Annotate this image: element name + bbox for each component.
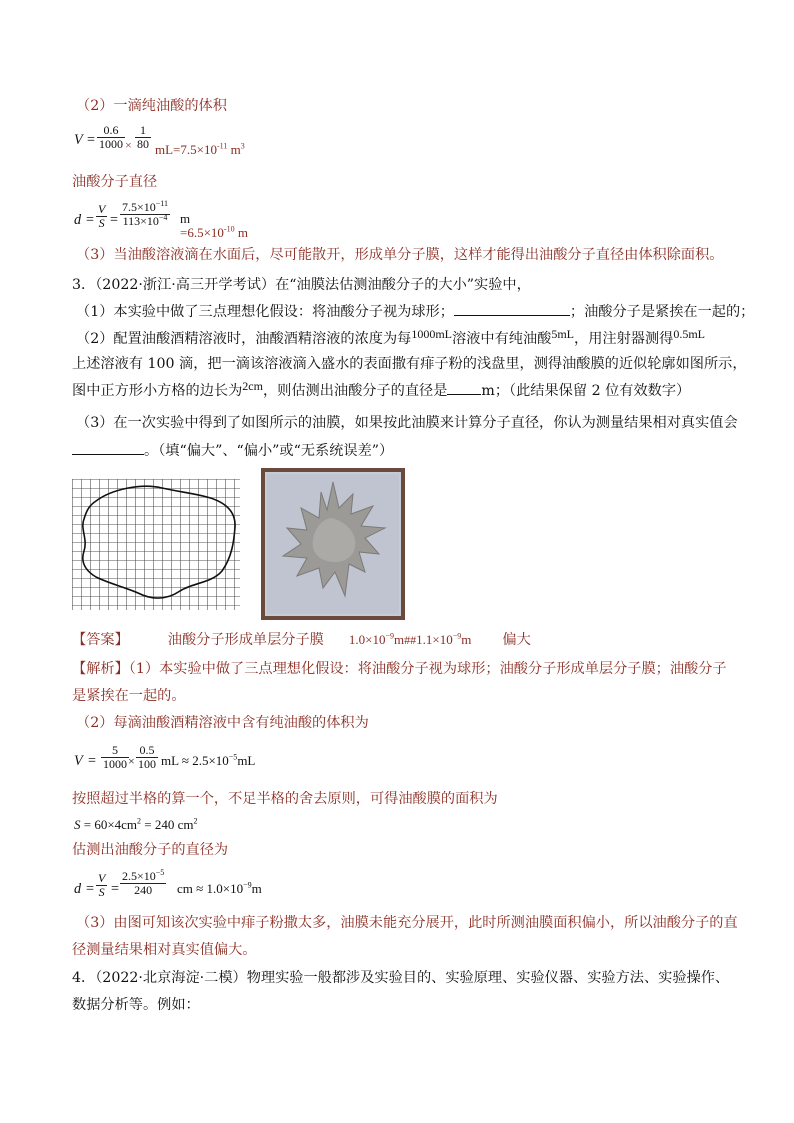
solution-step-2-heading: （2）一滴纯油酸的体积 bbox=[76, 98, 227, 114]
analysis-line-7: 径测量结果相对真实值偏大。 bbox=[72, 942, 257, 958]
grid-lines bbox=[72, 479, 240, 610]
question-3-part-1: （1）本实验中做了三点理想化假设：将油酸分子视为球形； ；油酸分子是紧挨在一起的； bbox=[76, 301, 754, 322]
analysis-line-2: 是紧挨在一起的。 bbox=[72, 688, 186, 704]
answer-blank-1[interactable] bbox=[454, 301, 570, 316]
answer-blank-2[interactable] bbox=[447, 380, 481, 395]
fraction-2.5e-5-over-240: $\frac{2.5\times 10^{-5}}{240}$ bbox=[122, 868, 165, 897]
fraction-0.5-over-100: $\frac{0.5}{100}$ bbox=[138, 743, 156, 771]
analysis-line-1: 【解析】（1）本实验中做了三点理想化假设：将油酸分子视为球形；油酸分子形成单层分子膜；油酸分子 bbox=[72, 661, 727, 677]
question-3-part-2-line-1: （2）配置油酸酒精溶液时，油酸酒精溶液的浓度为每$^{1000mL}$溶液中有纯油酸$^{5mL}$，用注射器测得$^{0.5mL}$ bbox=[76, 327, 706, 347]
diameter-heading: 油酸分子直径 bbox=[72, 174, 158, 190]
fraction-5-over-1000: $\frac{5}{1000}$ bbox=[103, 743, 127, 771]
question-3-part-3-line-1: （3）在一次实验中得到了如图所示的油膜，如果按此油膜来计算分子直径，你认为测量结果相对真实值会 bbox=[76, 415, 738, 431]
analysis-area-equation: $S = 60\times 4cm^2 = 240$ $cm^2$ bbox=[74, 816, 198, 832]
oil-film-grid-figure bbox=[72, 479, 240, 610]
question-3-title: 3．（2022·浙江·高三开学考试）在“油膜法估测油酸分子的大小”实验中， bbox=[72, 277, 531, 293]
question-4-line-2: 数据分析等。例如： bbox=[72, 997, 200, 1013]
fraction-0.6-over-1000: $\frac{0.6}{1000}$ bbox=[99, 123, 123, 151]
answer-line: 【答案】 油酸分子形成单层分子膜 $1.0\times 10^{-9}m\#\#1.1\times 10^{-9}m$ 偏大 bbox=[72, 631, 531, 648]
oil-film-photo-figure bbox=[261, 468, 405, 620]
fraction-1-over-80: $\frac{1}{80}$ bbox=[137, 123, 149, 151]
fraction-7.5e-11-over-113e-4: $\frac{7.5\times 10^{-11}}{113\times 10^{-4}}$ bbox=[122, 199, 168, 228]
question-3-part-3-line-2: 。（填“偏大”、“偏小”或“无系统误差”） bbox=[72, 440, 393, 461]
analysis-line-4: 按照超过半格的算一个，不足半格的舍去原则，可得油酸膜的面积为 bbox=[72, 791, 498, 807]
question-3-part-2-line-3: 图中正方形小方格的边长为$^{2cm}$，则估测出油酸分子的直径是 m；（此结果保留 2 位有效数字） bbox=[72, 379, 691, 399]
fraction-V-over-S: $\frac{V}{S}$ bbox=[98, 202, 106, 230]
solution-step-3: （3）当油酸溶液滴在水面后，尽可能散开，形成单分子膜，这样才能得出油酸分子直径由体积除面积。 bbox=[76, 247, 724, 263]
analysis-line-5: 估测出油酸分子的直径为 bbox=[72, 842, 229, 858]
answer-blank-3[interactable] bbox=[72, 440, 144, 455]
analysis-line-3: （2）每滴油酸酒精溶液中含有纯油酸的体积为 bbox=[76, 715, 369, 731]
fraction-V-over-S-2: $\frac{V}{S}$ bbox=[98, 871, 106, 899]
analysis-line-6: （3）由图可知该次实验中痱子粉撒太多，油膜未能充分展开，此时所测油膜面积偏小，所以油酸分子的直 bbox=[76, 915, 738, 931]
oil-film-outline bbox=[83, 486, 235, 598]
question-4-title: 4．（2022·北京海淀·二模）物理实验一般都涉及实验目的、实验原理、实验仪器、实验方法、实验操作、 bbox=[72, 970, 730, 986]
question-3-part-2-line-2: 上述溶液有 100 滴，把一滴该溶液滴入盛水的表面撒有痱子粉的浅盘里，测得油酸膜的近似轮廓如图所示， bbox=[72, 356, 747, 372]
